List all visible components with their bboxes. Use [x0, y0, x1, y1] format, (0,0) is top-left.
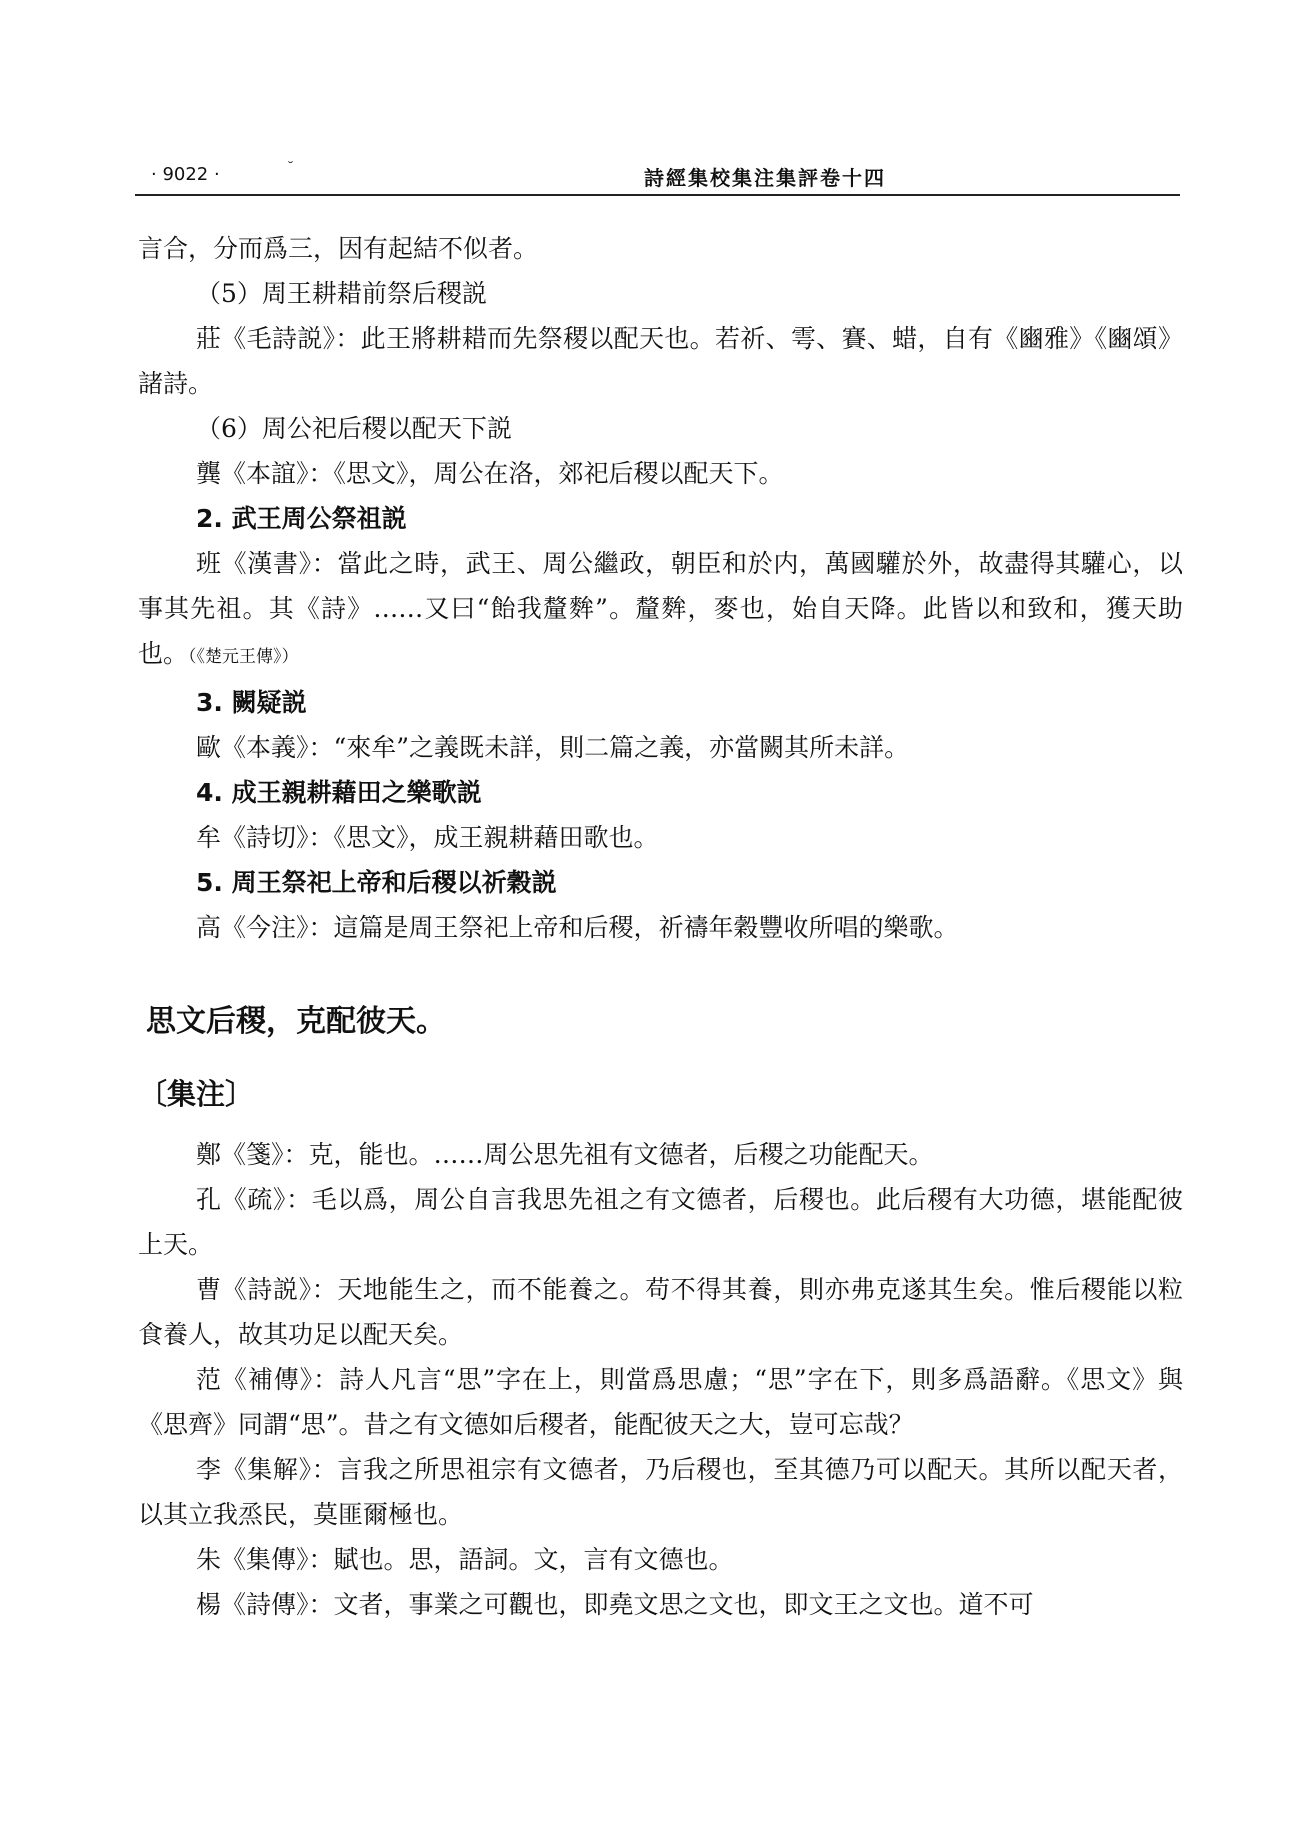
- heading-2: 2. 武王周公祭祖説: [196, 504, 407, 533]
- section-heading-jizhu: 〔集注〕: [138, 1077, 255, 1111]
- page-body: [138, 226, 1183, 1627]
- paragraph-mou: 牟《詩切》：《思文》，成王親耕藉田歌也。: [196, 823, 659, 852]
- heading-3: 3. 闕疑説: [196, 688, 307, 717]
- commentary-kong: 孔《疏》：毛以爲，周公自言我思先祖之有文德者，后稷也。此后稷有大功德，堪能配彼上天。: [138, 1185, 1183, 1259]
- commentary-yang: 楊《詩傳》：文者，事業之可觀也，即堯文思之文也，即文王之文也。道不可: [196, 1590, 1034, 1619]
- paragraph-ou: 歐《本義》：“來牟”之義既未詳，則二篇之義，亦當闕其所未詳。: [196, 733, 910, 762]
- commentary-cao: 曹《詩説》：天地能生之，而不能養之。苟不得其養，則亦弗克遂其生矣。惟后稷能以粒食養人，故其功足以配天矣。: [138, 1275, 1183, 1349]
- header-mark: ˘: [287, 160, 294, 176]
- commentary-fan: 范《補傳》：詩人凡言“思”字在上，則當爲思慮；“思”字在下，則多爲語辭。《思文》與《思齊》同謂“思”。昔之有文德如后稷者，能配彼天之大，豈可忘哉？: [138, 1365, 1183, 1439]
- paragraph-gao: 高《今注》：這篇是周王祭祀上帝和后稷，祈禱年穀豐收所唱的樂歌。: [196, 913, 959, 942]
- verse-line: 思文后稷，克配彼天。: [146, 1004, 446, 1039]
- heading-4: 4. 成王親耕藉田之樂歌説: [196, 778, 482, 807]
- paragraph-ban-text: 班《漢書》：當此之時，武王、周公繼政，朝臣和於内，萬國驩於外，故盡得其驩心，以事其先祖。其《詩》……又曰“飴我釐麰”。釐麰，麥也，始自天降。此皆以和致和，獲天助也。: [138, 549, 1183, 668]
- paragraph-gong: 龔《本誼》：《思文》，周公在洛，郊祀后稷以配天下。: [196, 459, 784, 488]
- paragraph-ban: [138, 541, 1183, 680]
- commentary-li: 李《集解》：言我之所思祖宗有文德者，乃后稷也，至其德乃可以配天。其所以配天者，以其立我烝民，莫匪爾極也。: [138, 1455, 1183, 1529]
- heading-5: 5. 周王祭祀上帝和后稷以祈穀説: [196, 868, 557, 897]
- commentary-zhu: 朱《集傳》：賦也。思，語詞。文，言有文德也。: [196, 1545, 734, 1574]
- source-note: （《楚元王傳》）: [188, 647, 299, 667]
- subheading-5: （5）周王耕耤前祭后稷説: [196, 279, 487, 308]
- subheading-6: （6）周公祀后稷以配天下説: [196, 414, 512, 443]
- running-title: 詩經集校集注集評卷十四: [644, 166, 886, 190]
- running-header: [135, 158, 1180, 196]
- paragraph-zhuang: 莊《毛詩説》：此王將耕耤而先祭稷以配天也。若祈、雩、賽、蜡，自有《豳雅》《豳頌》諸詩。: [138, 324, 1183, 398]
- commentary-zheng: 鄭《箋》：克，能也。……周公思先祖有文德者，后稷之功能配天。: [196, 1140, 934, 1169]
- page-number: · 9022 ·: [151, 164, 220, 185]
- paragraph-continuation: 言合，分而爲三，因有起結不似者。: [138, 234, 539, 263]
